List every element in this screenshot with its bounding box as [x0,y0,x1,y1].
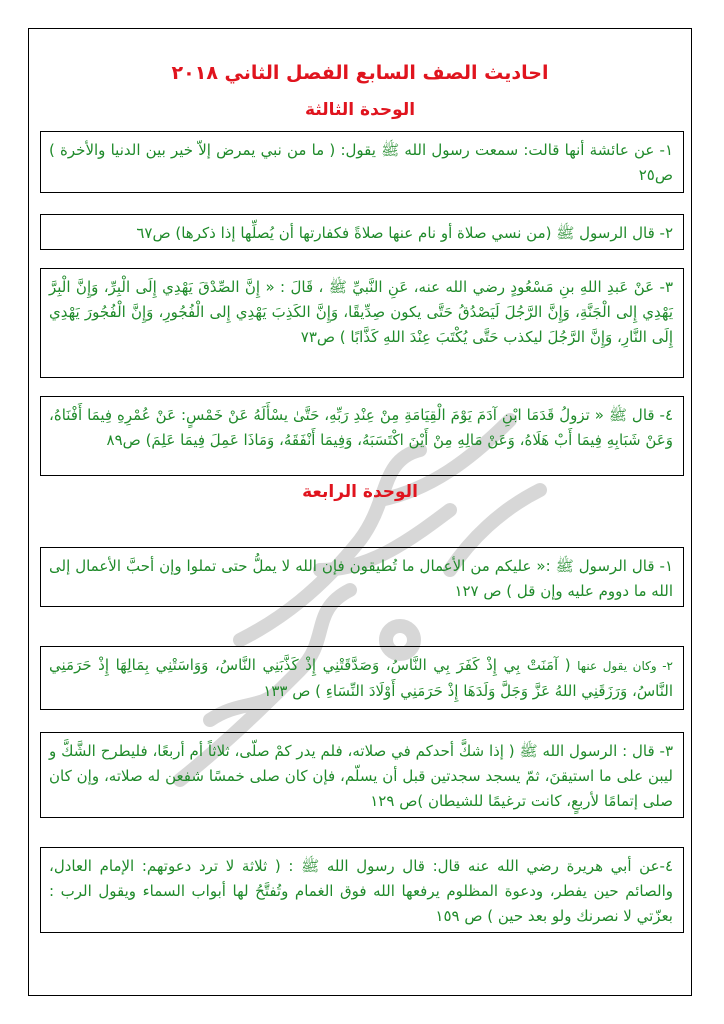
unit-heading-3: الوحدة الثالثة [304,100,416,120]
hadith-text: ( آمَنَتْ بِي إِذْ كَفَرَ بِي النَّاسُ، وَصَدَّقَتْنِي إِذْ كَذَّبَنِي النَّاسُ، وَوَاسَتْنِي بِمَالِهَا إِذْ حَرَمَنِي النَّاسُ، وَرَزَقَنِي اللهُ عَزَّ وَجَلَّ وَلَدَهَا إِذْ حَرَمَنِي أَوْلَادَ النِّسَاءِ ) ص ١٣٣ [49,656,673,700]
hadith-box [40,847,684,933]
hadith-lead: ٢- وكان يقول عنها [577,659,673,673]
hadith-box [40,268,684,378]
hadith-text: ٤-عن أبي هريرة رضي الله عنه قال: قال رسول الله ﷺ : ( ثلاثة لا ترد دعوتهم: الإمام العادل، والصائم حين يفطر، ودعوة المظلوم يرفعها الله فوق الغمام وتُفتَّحُ لها أبواب السماء ويقول الرب : بعزّتي لا نصرنك ولو بعد حين ) ص ١٥٩ [49,857,673,925]
hadith-box [40,131,684,193]
unit-heading-4: الوحدة الرابعة [302,482,418,502]
hadith-text: ٤- قال ﷺ « تزولُ قَدَمَا ابْنِ آدَمَ يَوْمَ الْقِيَامَةِ مِنْ عِنْدِ رَبِّهِ، حَتَّىٰ يسْأَلَهُ عَنْ خَمْسٍ: عَنْ عُمْرِهِ فِيمَا أَفْنَاهُ، وَعَنْ شَبَابِهِ فِيمَا أَبْ هَلَاهُ، وَعَنْ مَالِهِ مِنْ أَيْنَ اكْتَسَبَهُ، وَفِيمَا أَنْفَقَهُ، وَمَاذَا عَمِلَ فِيمَا عَلِمَ) ص٨٩ [49,406,673,449]
hadith-text: ١- عن عائشة أنها قالت: سمعت رسول الله ﷺ يقول: ( ما من نبي يمرض إلاّ خير بين الدنيا والأخرة ) ص٢٥ [49,141,673,184]
hadith-box [40,732,684,818]
hadith-text: ٣- قال : الرسول الله ﷺ ( إذا شكَّ أحدكم في صلاته، فلم يدر كمْ صلّى، ثلاثاً أم أربعًا، فليطرح الشَّكَّ و ليبن على ما استيقنَ، ثمّ يسجد سجدتين قبل أن يسلّم، فإن كان صلى خمسًا شفعن له صلاته، وإن كان صلى إتمامًا لأربعٍ، كانت ترغيمًا للشيطان )ص ١٢٩ [49,742,673,810]
page-title: احاديث الصف السابع الفصل الثاني ٢٠١٨ [171,62,549,84]
hadith-box [40,646,684,710]
hadith-text: ٣- عَنْ عَبدِ اللهِ بنِ مَسْعُودٍ رضي الله عنه، عَنِ النَّبيِّ ﷺ ، قَالَ : « إِنَّ الصِّدْقَ يَهْدِي إِلَى الْبِرِّ، وَإِنَّ الْبِرَّ يَهْدِي إِلى الْجَنَّةِ، وَإِنَّ الرَّجُلَ لَيَصْدُقُ حَتَّى يكون صِدِّيقًا، وَإِنَّ الكَذِبَ يَهْدِي إِلى الْفُجُورِ، وَإِنَّ الْفُجُورَ يَهْدِي إِلَى النَّارِ، وَإِنَّ الرَّجُلَ ليكذب حَتَّى يُكْتَبَ عِنْدَ اللهِ كَذَّابًا ) ص٧٣ [49,278,673,346]
hadith-box [40,214,684,250]
hadith-box [40,396,684,476]
hadith-text: ٢- قال الرسول ﷺ (من نسي صلاة أو نام عنها صلاةً فكفارتها أن يُصلِّها إذا ذكرها) ص٦٧ [136,224,673,242]
hadith-text: ١- قال الرسول ﷺ :« عليكم من الأعمال ما تُطيقون فإن الله لا يملُّ حتى تملوا وإن أحبَّ الأعمال إلى الله ما دووم عليه وإن قل ) ص ١٢٧ [49,557,673,600]
hadith-box [40,547,684,607]
